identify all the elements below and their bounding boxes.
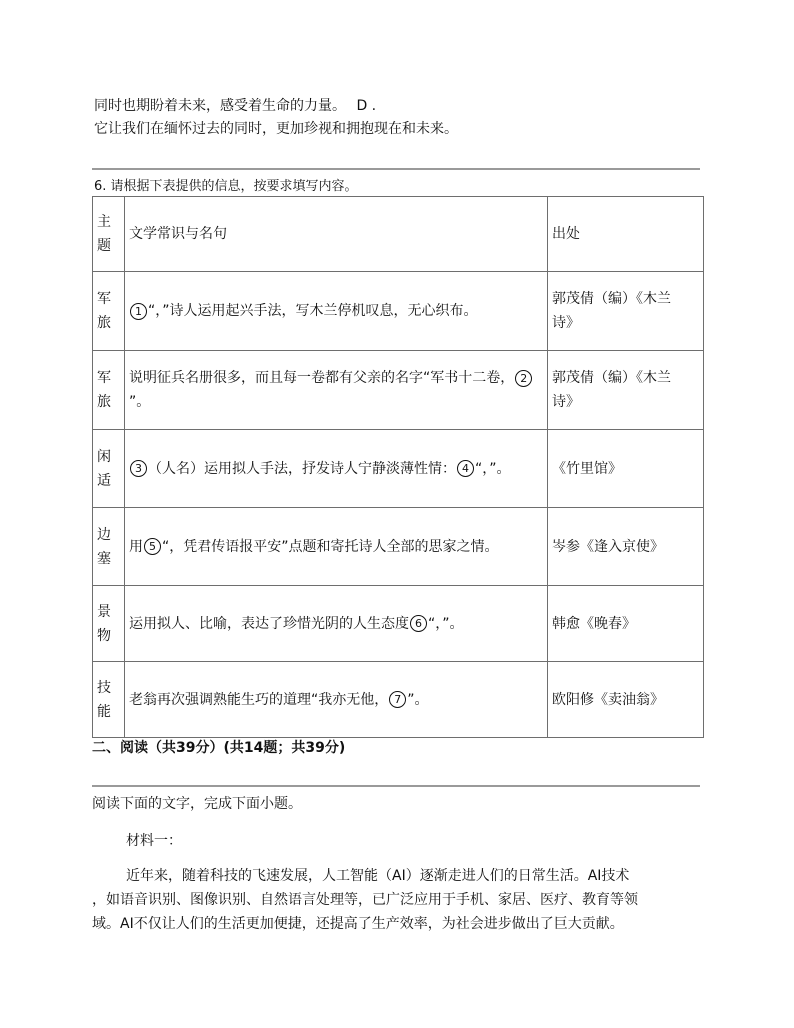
table-row <box>93 272 704 351</box>
continuation-line-1 <box>94 95 376 115</box>
blank-number-7: 7 <box>389 691 406 708</box>
row-knowledge: 3 （人名）运用拟人手法，抒发诗人宁静淡薄性情： 4 “，”。 <box>125 430 548 508</box>
row-theme: 边 塞 <box>93 508 125 586</box>
blank-number-5: 5 <box>144 538 161 555</box>
table-row <box>93 662 704 738</box>
blank-number-2: 2 <box>515 370 532 387</box>
table-row <box>93 508 704 586</box>
row-source: 郭茂倩（编）《木兰 诗》 <box>548 272 704 351</box>
table-row <box>93 351 704 430</box>
row-knowledge: 1 “，”诗人运用起兴手法，写木兰停机叹息，无心织布。 <box>125 272 548 351</box>
continuation-text: 同时也期盼着未来，感受着生命的力量。 <box>94 98 346 114</box>
section-2-heading: 二、阅读（共39分）(共14题；共39分) <box>92 740 346 756</box>
paragraph-line: 近年来，随着科技的飞速发展，人工智能（AI）逐渐走进人们的日常生活。AI技术 <box>126 868 630 884</box>
row-theme: 闲 适 <box>93 430 125 508</box>
material-label: 材料一： <box>126 833 182 849</box>
option-d-label: D . <box>356 98 377 114</box>
row-source: 《竹里馆》 <box>548 430 704 508</box>
row-source: 岑参《逢入京使》 <box>548 508 704 586</box>
divider <box>92 785 700 787</box>
blank-number-1: 1 <box>130 303 147 320</box>
row-knowledge: 说明征兵名册很多，而且每一卷都有父亲的名字“军书十二卷， 2”。 <box>125 351 548 430</box>
paragraph-line: 域。AI不仅让人们的生活更加便捷，还提高了生产效率，为社会进步做出了巨大贡献。 <box>92 916 624 932</box>
table-row <box>93 430 704 508</box>
header-source: 出处 <box>548 197 704 272</box>
row-theme: 景 物 <box>93 586 125 662</box>
divider <box>92 168 700 170</box>
reading-instruction: 阅读下面的文字，完成下面小题。 <box>92 796 302 812</box>
question-6-prompt: 6. 请根据下表提供的信息，按要求填写内容。 <box>94 179 358 194</box>
material-paragraph <box>92 864 704 936</box>
blank-number-4: 4 <box>457 460 474 477</box>
blank-number-3: 3 <box>130 460 147 477</box>
row-theme: 军 旅 <box>93 351 125 430</box>
paragraph-line: ，如语音识别、图像识别、自然语言处理等，已广泛应用于手机、家居、医疗、教育等领 <box>92 892 638 908</box>
row-theme: 军 旅 <box>93 272 125 351</box>
blank-number-6: 6 <box>410 615 427 632</box>
row-theme: 技 能 <box>93 662 125 738</box>
header-theme: 主 题 <box>93 197 125 272</box>
table-header-row <box>93 197 704 272</box>
table-row <box>93 586 704 662</box>
row-source: 欧阳修《卖油翁》 <box>548 662 704 738</box>
info-table <box>92 196 704 738</box>
row-knowledge: 老翁再次强调熟能生巧的道理“我亦无他， 7 ”。 <box>125 662 548 738</box>
header-knowledge: 文学常识与名句 <box>125 197 548 272</box>
row-source: 韩愈《晚春》 <box>548 586 704 662</box>
continuation-line-2: 它让我们在缅怀过去的同时，更加珍视和拥抱现在和未来。 <box>94 121 458 137</box>
row-knowledge: 运用拟人、比喻，表达了珍惜光阴的人生态度 6 “，”。 <box>125 586 548 662</box>
row-source: 郭茂倩（编）《木兰 诗》 <box>548 351 704 430</box>
row-knowledge: 用 5 “，凭君传语报平安”点题和寄托诗人全部的思家之情。 <box>125 508 548 586</box>
